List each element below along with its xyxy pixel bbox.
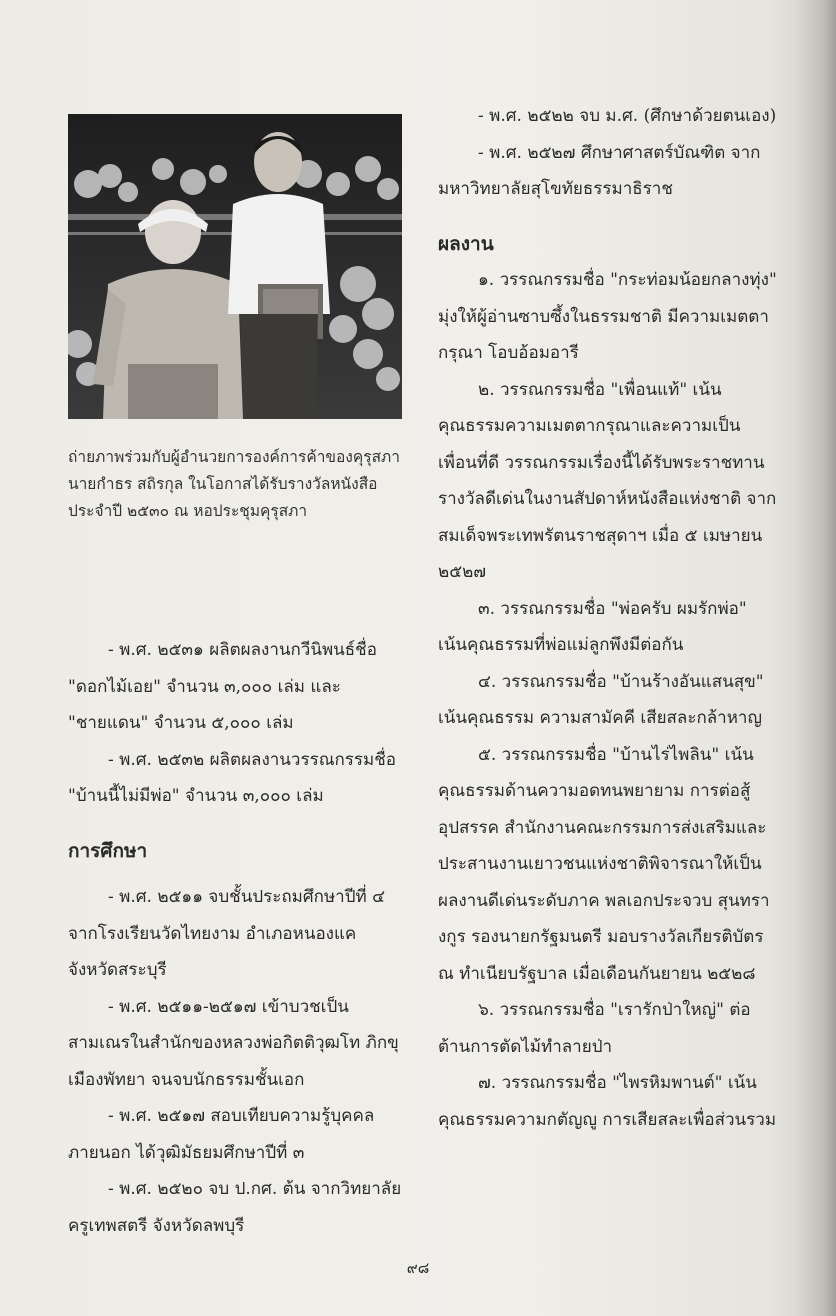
works-item: - พ.ศ. ๒๕๓๑ ผลิตผลงานกวีนิพนธ์ชื่อ "ดอกไม้เอย" จำนวน ๓,๐๐๐ เล่ม และ "ชายแดน" จำนวน ๕,๐๐๐ เล่ม	[68, 640, 377, 733]
works-item: ๒. วรรณกรรมชื่อ "เพื่อนแท้" เน้นคุณธรรมความเมตตากรุณาและความเป็นเพื่อนที่ดี วรรณกรรมเรื่องนี้ได้รับพระราชทานรางวัลดีเด่นในงานสัปดาห์หนังสือแห่งชาติ จากสมเด็จพระเทพรัตนราชสุดาฯ เมื่อ ๕ เมษายน ๒๕๒๗	[438, 379, 777, 582]
caption-line: นายกำธร สถิรกุล ในโอกาสได้รับรางวัลหนังสือ	[68, 475, 378, 493]
award-photo	[68, 114, 402, 419]
works-item: ๑. วรรณกรรมชื่อ "กระท่อมน้อยกลางทุ่ง" มุ่งให้ผู้อ่านซาบซึ้งในธรรมชาติ มีความเมตตา กรุณา โอบอ้อมอารี	[438, 270, 777, 363]
education-item: - พ.ศ. ๒๕๑๗ สอบเทียบความรู้บุคคลภายนอก ได้วุฒิมัธยมศึกษาปีที่ ๓	[68, 1106, 375, 1163]
works-heading: ผลงาน	[438, 232, 494, 255]
education-item: - พ.ศ. ๒๕๑๑ จบชั้นประถมศึกษาปีที่ ๔ จากโรงเรียนวัดไทยงาม อำเภอหนองแค จังหวัดสระบุรี	[68, 887, 385, 980]
photo-illustration	[68, 114, 402, 419]
education-item: - พ.ศ. ๒๕๒๒ จบ ม.ศ. (ศึกษาด้วยตนเอง)	[478, 106, 777, 126]
photo-caption	[68, 444, 408, 525]
education-item: - พ.ศ. ๒๕๑๑-๒๕๑๗ เข้าบวชเป็นสามเณรในสำนักของหลวงพ่อกิตติวุฒโท ภิกขุเมืองพัทยา จนจบนักธรรมชั้นเอก	[68, 996, 399, 1090]
caption-line: ถ่ายภาพร่วมกับผู้อำนวยการองค์การค้าของคุรุสภา	[68, 448, 400, 466]
left-column	[68, 632, 410, 1244]
education-item: - พ.ศ. ๒๕๒๗ ศึกษาศาสตร์บัณฑิต จากมหาวิทยาลัยสุโขทัยธรรมาธิราช	[438, 142, 761, 199]
education-item: - พ.ศ. ๒๕๒๐ จบ ป.กศ. ต้น จากวิทยาลัยครูเทพสตรี จังหวัดลพบุรี	[68, 1179, 402, 1236]
works-item: ๔. วรรณกรรมชื่อ "บ้านร้างอันแสนสุข" เน้นคุณธรรม ความสามัคคี เสียสละกล้าหาญ	[438, 671, 764, 728]
page-number: ๙๘	[406, 1259, 430, 1277]
works-item: ๖. วรรณกรรมชื่อ "เรารักป่าใหญ่" ต่อต้านการตัดไม้ทำลายป่า	[438, 1000, 751, 1057]
education-heading: การศึกษา	[68, 839, 148, 862]
right-column	[438, 98, 778, 1138]
spine-shadow	[796, 0, 836, 1316]
works-item: - พ.ศ. ๒๕๓๒ ผลิตผลงานวรรณกรรมชื่อ "บ้านนี้ไม่มีพ่อ" จำนวน ๓,๐๐๐ เล่ม	[68, 749, 397, 806]
works-item: ๕. วรรณกรรมชื่อ "บ้านไร่ไพลิน" เน้นคุณธรรมด้านความอดทนพยายาม การต่อสู้อุปสรรค สำนักงานคณะกรรมการส่งเสริมและประสานงานเยาวชนแห่งชาติพิจารณาให้เป็นผลงานดีเด่นระดับภาค พลเอกประจวบ สุนทรางกูร รองนายกรัฐมนตรี มอบรางวัลเกียรติบัตร ณ ทำเนียบรัฐบาล เมื่อเดือนกันยายน ๒๕๒๘	[438, 744, 770, 984]
works-item: ๓. วรรณกรรมชื่อ "พ่อครับ ผมรักพ่อ" เน้นคุณธรรมที่พ่อแม่ลูกพึงมีต่อกัน	[438, 598, 747, 655]
caption-line: ประจำปี ๒๕๓๐ ณ หอประชุมคุรุสภา	[68, 502, 308, 520]
works-item: ๗. วรรณกรรมชื่อ "ไพรหิมพานต์" เน้นคุณธรรมความกตัญญู การเสียสละเพื่อส่วนรวม	[438, 1073, 777, 1130]
